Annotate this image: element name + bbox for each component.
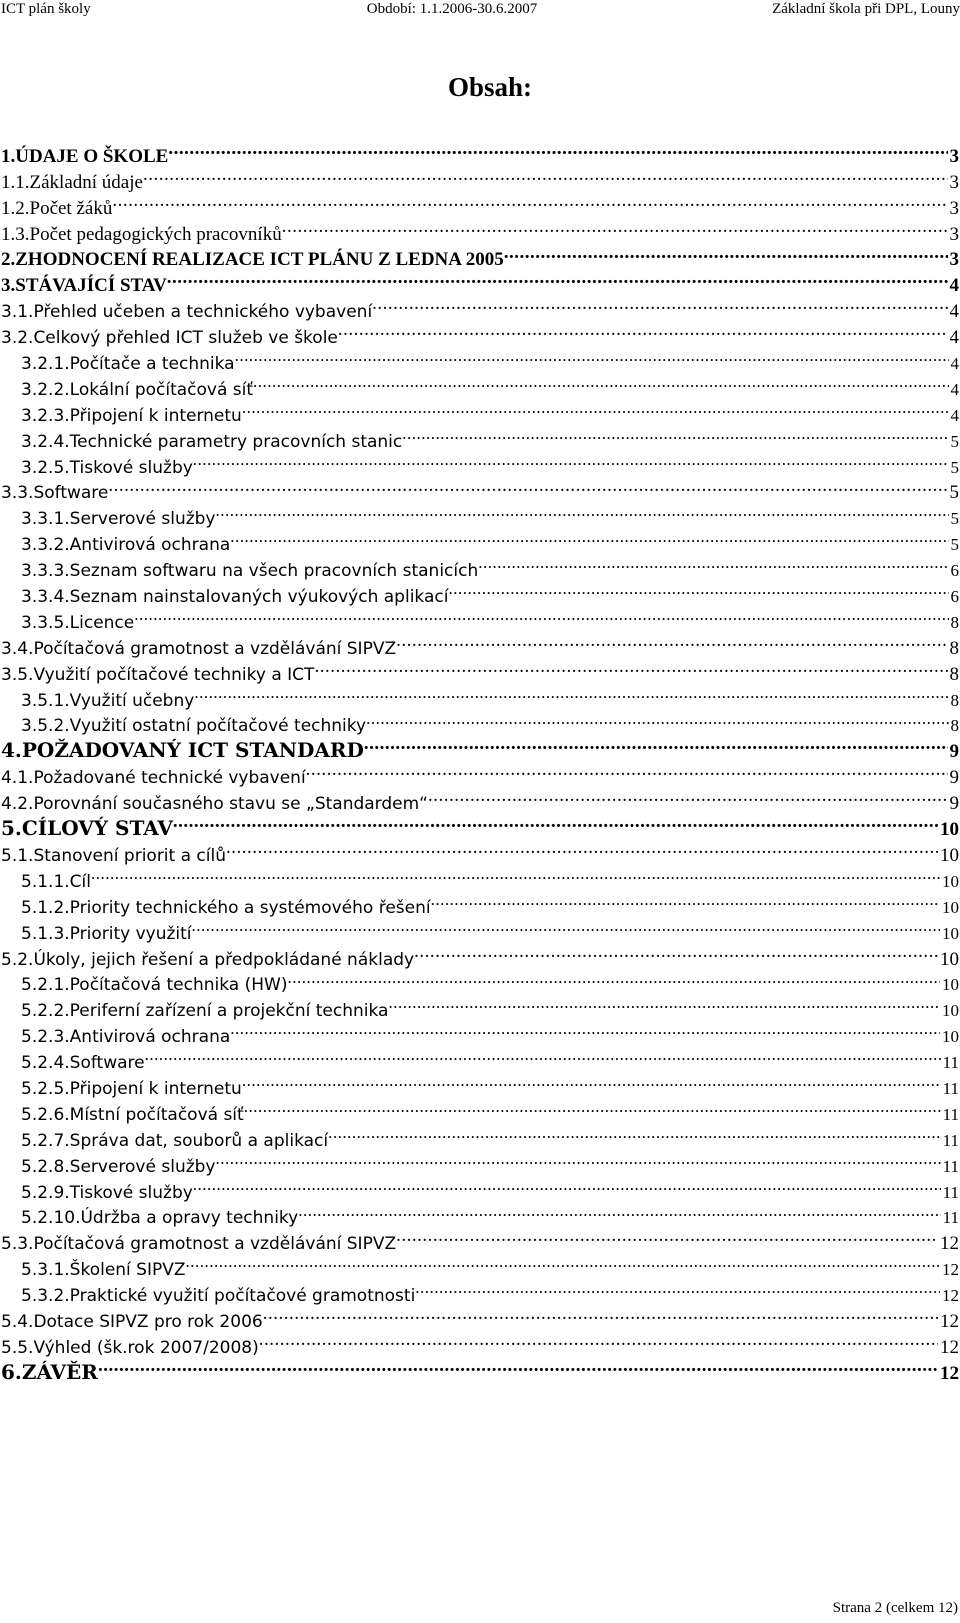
dot-leader [186, 1249, 940, 1275]
toc-entry-label: 6.ZÁVĚR [1, 1359, 98, 1384]
toc-entry-label: 5.1.3.Priority využití [21, 923, 192, 944]
dot-leader [167, 265, 948, 291]
toc-entry-label: 3.3.3.Seznam softwaru na všech pracovních stanicích [21, 561, 479, 582]
dot-leader [478, 550, 948, 576]
toc-entry-label: 5.1.2.Priority technického a systémového řešení [21, 897, 431, 918]
toc-entry-page-number: 8 [950, 612, 959, 632]
toc-entry[interactable] [1, 188, 959, 219]
toc-entry-label: 5.2.5.Připojení k internetu [21, 1078, 242, 1099]
toc-entry-page-number: 3 [949, 197, 959, 219]
toc-entry-page-number: 5 [949, 482, 959, 504]
toc-entry-page-number: 12 [940, 1336, 959, 1358]
header-document-title: ICT plán školy [1, 1, 91, 17]
dot-leader [431, 887, 940, 913]
toc-entry-label: 1.1.Základní údaje [1, 171, 143, 193]
toc-entry-page-number: 5 [950, 431, 959, 451]
toc-entry-page-number: 9 [949, 767, 959, 789]
toc-entry-page-number: 10 [942, 897, 959, 917]
toc-entry-page-number: 5 [950, 535, 959, 555]
dot-leader [306, 757, 948, 783]
toc-entry-page-number: 6 [950, 587, 959, 607]
toc-entry-page-number: 10 [940, 819, 959, 841]
toc-entry[interactable] [1, 887, 959, 918]
toc-entry-page-number: 8 [949, 637, 959, 659]
dot-leader [298, 1198, 940, 1224]
toc-entry-label: 5.2.1.Počítačová technika (HW) [21, 975, 288, 996]
dot-leader [216, 498, 949, 524]
dot-leader [396, 628, 947, 654]
dot-leader [168, 136, 947, 162]
dot-leader [396, 1223, 938, 1249]
dot-leader [314, 654, 947, 680]
toc-entry-page-number: 3 [949, 249, 959, 271]
toc-entry-page-number: 10 [940, 948, 959, 970]
page-header [0, 0, 960, 22]
toc-entry-label: 4.1.Požadované technické vybavení [1, 768, 306, 789]
dot-leader [98, 1353, 938, 1379]
toc-entry-label: 5.2.7.Správa dat, souborů a aplikací [21, 1130, 329, 1151]
dot-leader [259, 1327, 938, 1353]
toc-entry-label: 3.3.5.Licence [21, 612, 135, 633]
toc-entry-page-number: 4 [950, 405, 959, 425]
toc-entry-label: 5.2.4.Software [21, 1053, 145, 1074]
toc-entry[interactable] [1, 498, 959, 530]
toc-entry-page-number: 6 [950, 561, 959, 581]
toc-entry-label: 3.2.4.Technické parametry pracovních stanic [21, 431, 403, 452]
toc-entry-label: 5.3.Počítačová gramotnost a vzdělávání SIPVZ [1, 1234, 397, 1255]
toc-entry-page-number: 12 [940, 1310, 959, 1332]
toc-entry-label: 4.POŽADOVANÝ ICT STANDARD [1, 738, 364, 763]
dot-leader [145, 1042, 941, 1068]
toc-entry-page-number: 11 [942, 1104, 959, 1124]
toc-entry-page-number: 4 [950, 379, 959, 399]
dot-leader [282, 214, 948, 240]
toc-entry-page-number: 11 [942, 1156, 959, 1176]
dot-leader [253, 369, 948, 395]
toc-entry-label: 1.3.Počet pedagogických pracovníků [1, 223, 282, 245]
toc-entry-label: 4.2.Porovnání současného stavu se „Standardem“ [1, 794, 428, 815]
dot-leader [366, 706, 948, 732]
toc-entry-page-number: 11 [942, 1208, 959, 1228]
toc-entry[interactable] [1, 1353, 959, 1384]
toc-entry-label: 5.2.10.Údržba a opravy techniky [21, 1208, 299, 1229]
dot-leader [91, 861, 940, 887]
dot-leader [112, 188, 947, 214]
dot-leader [504, 240, 948, 266]
dot-leader [415, 1275, 940, 1301]
toc-entry[interactable] [1, 1068, 959, 1099]
dot-leader [388, 990, 940, 1016]
dot-leader [428, 783, 948, 809]
toc-entry-page-number: 10 [942, 1027, 959, 1047]
toc-entry-label: 3.2.Celkový přehled ICT služeb ve škole [1, 328, 338, 349]
toc-entry-label: 3.5.2.Využití ostatní počítačové techniky [21, 716, 367, 737]
toc-entry-label: 5.2.3.Antivirová ochrana [21, 1027, 231, 1048]
toc-entry-page-number: 11 [942, 1130, 959, 1150]
toc-entry-page-number: 10 [940, 844, 959, 866]
toc-entry-label: 3.3.Software [1, 483, 109, 504]
toc-entry-page-number: 10 [942, 1001, 959, 1021]
toc-entry-page-number: 8 [950, 690, 959, 710]
toc-entry[interactable] [1, 1042, 959, 1074]
dot-leader [263, 1301, 938, 1327]
dot-leader [242, 1068, 941, 1094]
toc-entry-page-number: 12 [940, 1233, 959, 1255]
header-period: Období: 1.1.2006-30.6.2007 [366, 1, 538, 17]
dot-leader [193, 1172, 941, 1198]
toc-entry-page-number: 10 [942, 871, 959, 891]
toc-entry[interactable] [1, 602, 959, 633]
toc-entry[interactable] [1, 473, 959, 504]
toc-entry-label: 3.3.2.Antivirová ochrana [21, 535, 231, 556]
toc-entry-page-number: 5 [950, 509, 959, 529]
toc-entry-page-number: 4 [950, 354, 959, 374]
toc-entry-page-number: 9 [949, 793, 959, 815]
toc-entry-label: 3.3.4.Seznam nainstalovaných výukových aplikací [21, 587, 449, 608]
toc-entry[interactable] [1, 136, 959, 167]
toc-entry-page-number: 3 [949, 223, 959, 245]
toc-entry-label: 3.5.1.Využití učebny [21, 690, 195, 711]
dot-leader [244, 1094, 941, 1120]
toc-entry-label: 5.2.2.Periferní zařízení a projekční technika [21, 1001, 389, 1022]
toc-entry-page-number: 12 [942, 1260, 959, 1280]
dot-leader [402, 421, 948, 447]
dot-leader [108, 473, 947, 499]
toc-entry[interactable] [1, 214, 959, 245]
header-school-name: Základní škola při DPL, Louny [772, 1, 960, 17]
toc-entry-label: 5.2.6.Místní počítačová síť [21, 1104, 244, 1125]
toc-entry-page-number: 10 [942, 923, 959, 943]
toc-entry-page-number: 10 [942, 975, 959, 995]
dot-leader [328, 1120, 941, 1146]
toc-entry-label: 5.4.Dotace SIPVZ pro rok 2006 [1, 1311, 263, 1332]
toc-entry-label: 3.2.5.Tiskové služby [21, 457, 193, 478]
toc-entry-label: 5.1.1.Cíl [21, 871, 91, 892]
dot-leader [287, 965, 940, 991]
dot-leader [242, 395, 949, 421]
toc-entry[interactable] [1, 861, 959, 892]
toc-entry-label: 5.5.Výhled (šk.rok 2007/2008) [1, 1337, 259, 1358]
dot-leader [235, 343, 949, 369]
toc-entry-label: 1.2.Počet žáků [1, 197, 113, 219]
toc-entry-page-number: 8 [949, 663, 959, 685]
toc-entry-label: 3.STÁVAJÍCÍ STAV [1, 275, 167, 297]
toc-entry-label: 3.2.2.Lokální počítačová síť [21, 379, 254, 400]
toc-entry-label: 1.ÚDAJE O ŠKOLE [1, 145, 169, 167]
dot-leader [143, 162, 948, 188]
dot-leader [134, 602, 948, 628]
dot-leader [364, 731, 948, 757]
toc-entry-page-number: 12 [940, 1362, 959, 1384]
toc-entry-page-number: 4 [949, 275, 959, 297]
toc-entry-label: 3.2.3.Připojení k internetu [21, 405, 242, 426]
dot-leader [230, 524, 948, 550]
page-title: Obsah: [447, 72, 533, 102]
dot-leader [192, 913, 941, 939]
toc-entry-page-number: 12 [942, 1286, 959, 1306]
toc-entry-page-number: 4 [949, 327, 959, 349]
dot-leader [226, 835, 938, 861]
toc-entry-label: 5.3.2.Praktické využití počítačové gramotnosti [21, 1286, 416, 1307]
toc-entry-page-number: 3 [949, 171, 959, 193]
toc-entry-page-number: 11 [942, 1053, 959, 1073]
dot-leader [338, 317, 948, 343]
toc-entry-page-number: 3 [949, 145, 959, 167]
dot-leader [194, 680, 948, 706]
dot-leader [193, 447, 949, 473]
dot-leader [230, 1016, 940, 1042]
toc-entry-page-number: 8 [950, 716, 959, 736]
page-footer: Strana 2 (celkem 12) [832, 1600, 958, 1616]
toc-entry-label: 3.5.Využití počítačové techniky a ICT [1, 664, 315, 685]
toc-entry-label: 3.3.1.Serverové služby [21, 509, 216, 530]
dot-leader [173, 809, 938, 835]
toc-entry-label: 5.2.8.Serverové služby [21, 1156, 216, 1177]
toc-entry-label: 5.3.1.Školení SIPVZ [21, 1260, 186, 1281]
toc-entry-label: 3.2.1.Počítače a technika [21, 354, 235, 375]
dot-leader [372, 291, 947, 317]
toc-entry-label: 2.ZHODNOCENÍ REALIZACE ICT PLÁNU Z LEDNA 2005 [1, 249, 504, 271]
toc-entry-page-number: 11 [942, 1182, 959, 1202]
toc-entry[interactable] [1, 628, 959, 659]
toc-entry-page-number: 11 [942, 1078, 959, 1098]
toc-entry-label: 5.2.Úkoly, jejich řešení a předpokládané náklady [1, 949, 415, 970]
toc-entry-page-number: 5 [950, 457, 959, 477]
toc-entry-label: 3.1.Přehled učeben a technického vybavení [1, 302, 373, 323]
table-of-contents [1, 136, 959, 1384]
toc-entry-label: 5.2.9.Tiskové služby [21, 1182, 193, 1203]
dot-leader [448, 576, 948, 602]
toc-entry-page-number: 4 [949, 301, 959, 323]
toc-entry[interactable] [1, 162, 959, 193]
dot-leader [216, 1146, 941, 1172]
toc-entry-label: 5.CÍLOVÝ STAV [1, 816, 173, 841]
toc-entry-label: 5.1.Stanovení priorit a cílů [1, 845, 226, 866]
dot-leader [414, 939, 938, 965]
toc-entry-label: 3.4.Počítačová gramotnost a vzdělávání SIPVZ [1, 638, 397, 659]
toc-entry-page-number: 9 [949, 741, 959, 763]
